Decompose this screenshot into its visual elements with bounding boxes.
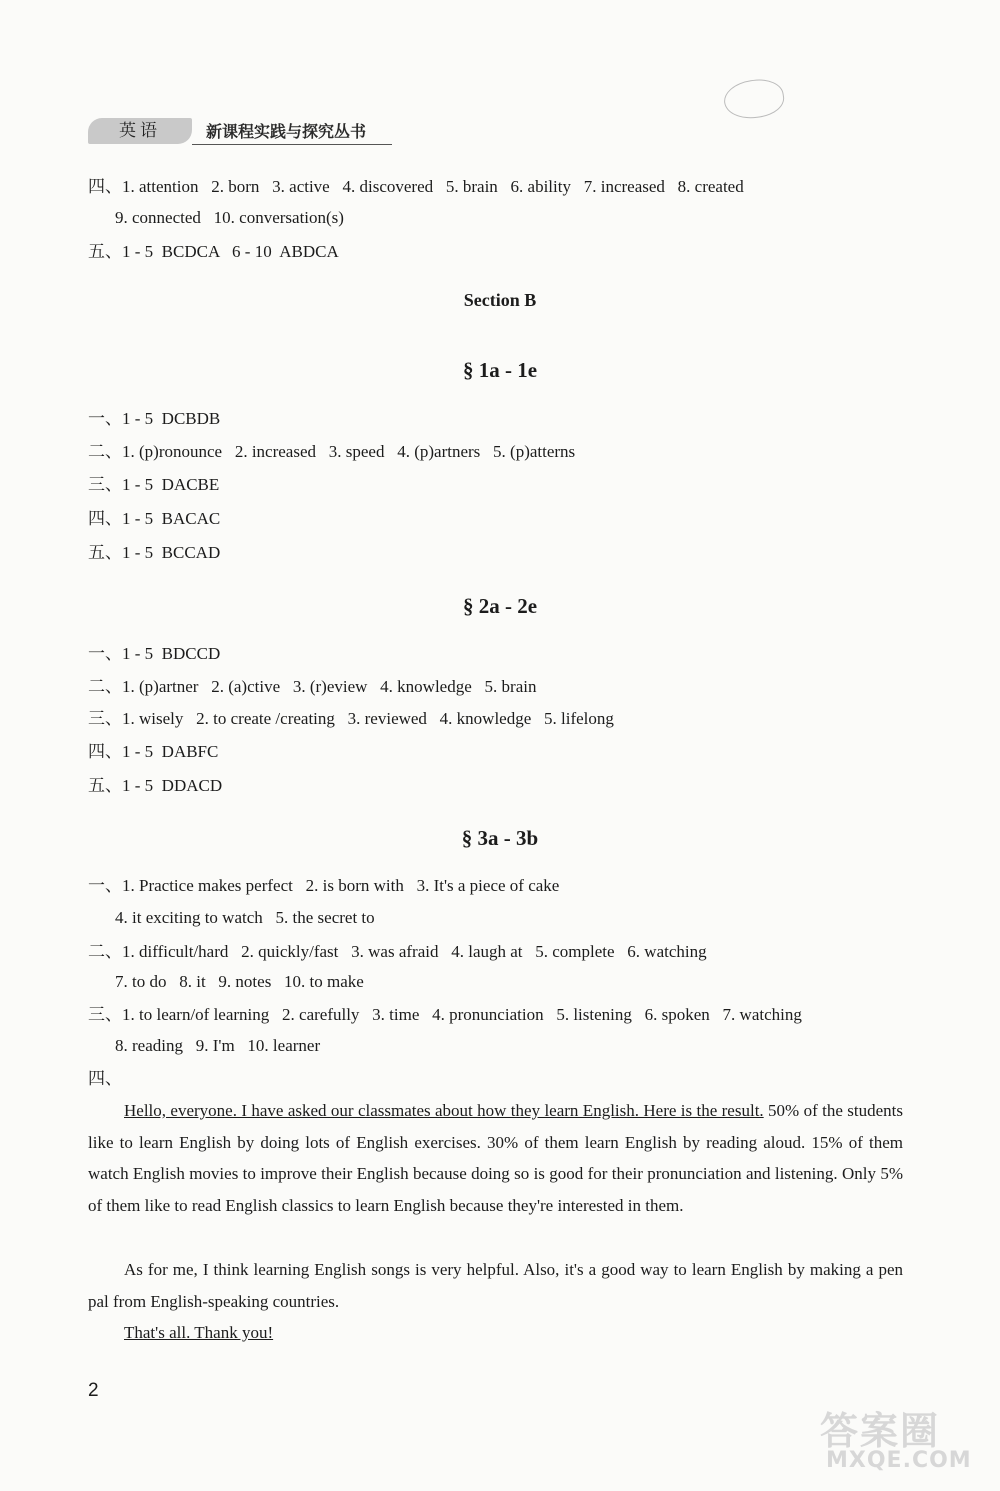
essay-paragraph-1 xyxy=(88,1095,903,1221)
essay-body: 50% of the students like to learn English by doing lots of English exercises. 30% of them learn English by reading aloud. 15% of them watch English movies to improve their English because doing so is good for their pronunciation and listening. Only 5% of them like to read English classics to learn English because they're interested in them. xyxy=(88,1101,903,1215)
answer-line: 一、1. Practice makes perfect 2. is born with 3. It's a piece of cake xyxy=(88,876,560,895)
answer-line: 三、1 - 5 DACBE xyxy=(88,475,220,494)
answer-line: 四、 xyxy=(88,1069,122,1088)
essay-underlined-opening: Hello, everyone. I have asked our classmates about how they learn English. Here is the result. xyxy=(124,1101,764,1120)
watermark-logo xyxy=(808,1400,993,1480)
answer-line: 五、1 - 5 BCCAD xyxy=(88,543,221,562)
answer-line: 7. to do 8. it 9. notes 10. to make xyxy=(115,972,364,991)
page-number: 2 xyxy=(88,1380,99,1401)
watermark-url: MXQE.COM xyxy=(826,1448,972,1473)
essay-paragraph-2 xyxy=(88,1254,903,1317)
essay-paragraph-3 xyxy=(88,1317,903,1349)
answer-line: 四、1 - 5 DABFC xyxy=(88,742,219,761)
essay-closing: That's all. Thank you! xyxy=(124,1323,274,1342)
answer-line: 四、1 - 5 BACAC xyxy=(88,509,221,528)
section-title: Section B xyxy=(463,290,537,310)
watermark-text: 答案圈 xyxy=(820,1409,941,1453)
answer-line: 一、1 - 5 BDCCD xyxy=(88,644,221,663)
answer-line: 二、1. (p)artner 2. (a)ctive 3. (r)eview 4. knowledge 5. brain xyxy=(88,677,537,696)
part-title: § 3a - 3b xyxy=(461,826,539,850)
answer-line: 五、1 - 5 DDACD xyxy=(88,776,223,795)
answer-line: 4. it exciting to watch 5. the secret to xyxy=(115,908,375,927)
answer-line: 9. connected 10. conversation(s) xyxy=(115,208,344,227)
answer-line: 一、1 - 5 DCBDB xyxy=(88,409,221,428)
essay-body: As for me, I think learning English songs is very helpful. Also, it's a good way to learn English by making a pen pal from English-speaking countries. xyxy=(88,1260,903,1311)
answer-line: 四、1. attention 2. born 3. active 4. discovered 5. brain 6. ability 7. increased 8. created xyxy=(88,177,744,196)
series-title: 新课程实践与探究丛书 xyxy=(206,122,367,141)
page-header xyxy=(88,116,398,148)
part-title: § 1a - 1e xyxy=(462,358,538,382)
part-title: § 2a - 2e xyxy=(462,594,538,618)
answer-line: 二、1. difficult/hard 2. quickly/fast 3. was afraid 4. laugh at 5. complete 6. watching xyxy=(88,942,707,961)
subject-tab: 英语 xyxy=(88,118,192,144)
answer-line: 三、1. to learn/of learning 2. carefully 3. time 4. pronunciation 5. listening 6. spoken 7. watching xyxy=(88,1005,802,1024)
answer-line: 三、1. wisely 2. to create /creating 3. reviewed 4. knowledge 5. lifelong xyxy=(88,709,614,728)
header-rule xyxy=(192,144,392,145)
answer-line: 五、1 - 5 BCDCA 6 - 10 ABDCA xyxy=(88,242,339,261)
answer-line: 8. reading 9. I'm 10. learner xyxy=(115,1036,321,1055)
answer-line: 二、1. (p)ronounce 2. increased 3. speed 4. (p)artners 5. (p)atterns xyxy=(88,442,576,461)
stamp-logo xyxy=(722,76,787,122)
